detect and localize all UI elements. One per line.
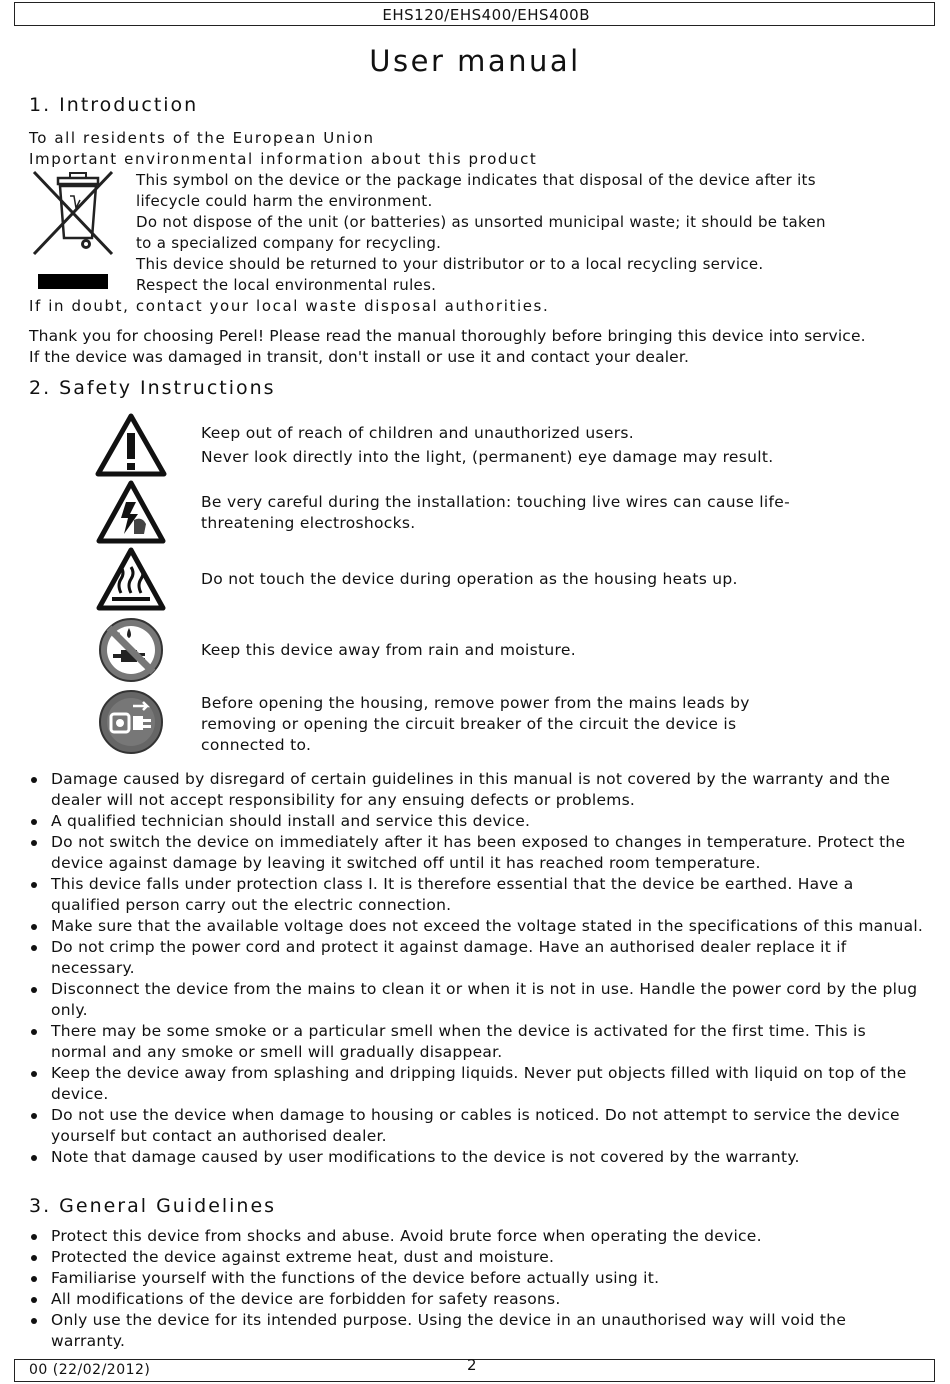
weee-line-6: Respect the local environmental rules. (136, 276, 437, 294)
section-introduction-heading: 1. Introduction (29, 94, 199, 116)
safety-text-housing-2: removing or opening the circuit breaker of the circuit the device is (201, 715, 737, 733)
page-header (14, 2, 935, 26)
safety-text-moisture: Keep this device away from rain and moisture. (201, 641, 576, 659)
weee-line-3: Do not dispose of the unit (or batteries) as unsorted municipal waste; it should be taken (136, 213, 826, 231)
list-item: Note that damage caused by user modifications to the device is not covered by the warranty. (29, 1147, 924, 1168)
thanks-line-1: Thank you for choosing Perel! Please read the manual thoroughly before bringing this device into service. (29, 327, 866, 345)
safety-text-installation-2: threatening electroshocks. (201, 514, 416, 532)
doubt-line: If in doubt, contact your local waste disposal authorities. (29, 297, 550, 315)
list-item: All modifications of the device are forbidden for safety reasons. (29, 1289, 924, 1310)
weee-line-4: to a specialized company for recycling. (136, 234, 442, 252)
section-safety-heading: 2. Safety Instructions (29, 377, 276, 399)
list-item: Make sure that the available voltage does not exceed the voltage stated in the specifications of this manual. (29, 916, 924, 937)
safety-text-children: Keep out of reach of children and unauthorized users. (201, 424, 634, 442)
electric-shock-icon (96, 480, 166, 548)
list-item: Do not crimp the power cord and protect it against damage. Have an authorised dealer replace it if necessary. (29, 937, 924, 979)
list-item: Do not switch the device on immediately after it has been exposed to changes in temperature. Protect the device against damage by leaving it switched off until it has reached room temperature. (29, 832, 924, 874)
disconnect-power-icon (97, 688, 165, 760)
thanks-line-2: If the device was damaged in transit, don't install or use it and contact your dealer. (29, 348, 690, 366)
general-bullet-list (29, 1226, 924, 1352)
safety-text-installation-1: Be very careful during the installation: touching live wires can cause life- (201, 493, 790, 511)
list-item: A qualified technician should install and service this device. (29, 811, 924, 832)
safety-text-housing-1: Before opening the housing, remove power from the mains leads by (201, 694, 750, 712)
safety-text-heat: Do not touch the device during operation as the housing heats up. (201, 570, 738, 588)
list-item: Protect this device from shocks and abuse. Avoid brute force when operating the device. (29, 1226, 924, 1247)
safety-text-housing-3: connected to. (201, 736, 312, 754)
section-general-heading: 3. General Guidelines (29, 1195, 277, 1217)
no-moisture-icon (97, 616, 165, 688)
page-footer (14, 1356, 935, 1382)
page-title: User manual (369, 44, 581, 78)
page-number: 2 (467, 1356, 477, 1374)
environmental-info-line: Important environmental information about this product (29, 150, 538, 168)
list-item: Protected the device against extreme heat, dust and moisture. (29, 1247, 924, 1268)
list-item: Disconnect the device from the mains to clean it or when it is not in use. Handle the power cord by the plug only. (29, 979, 924, 1021)
safety-bullet-list (29, 769, 924, 1168)
weee-bin-icon (30, 170, 120, 296)
weee-line-1: This symbol on the device or the package indicates that disposal of the device after its (136, 171, 816, 189)
hot-surface-icon (96, 547, 166, 615)
list-item: Familiarise yourself with the functions of the device before actually using it. (29, 1268, 924, 1289)
list-item: There may be some smoke or a particular smell when the device is activated for the first time. This is normal and any smoke or smell will gradually disappear. (29, 1021, 924, 1063)
weee-line-2: lifecycle could harm the environment. (136, 192, 433, 210)
model-number: EHS120/EHS400/EHS400B (382, 6, 590, 24)
eu-residents-line: To all residents of the European Union (29, 129, 375, 147)
safety-text-light: Never look directly into the light, (permanent) eye damage may result. (201, 448, 774, 466)
warning-triangle-icon (95, 413, 167, 481)
list-item: This device falls under protection class I. It is therefore essential that the device be earthed. Have a qualified person carry out the electric connection. (29, 874, 924, 916)
weee-line-5: This device should be returned to your distributor or to a local recycling service. (136, 255, 764, 273)
list-item: Damage caused by disregard of certain guidelines in this manual is not covered by the warranty and the dealer will not accept responsibility for any ensuing defects or problems. (29, 769, 924, 811)
list-item: Do not use the device when damage to housing or cables is noticed. Do not attempt to service the device yourself but contact an authorised dealer. (29, 1105, 924, 1147)
list-item: Keep the device away from splashing and dripping liquids. Never put objects filled with liquid on top of the device. (29, 1063, 924, 1105)
document-version: 00 (22/02/2012) (29, 1362, 151, 1378)
list-item: Only use the device for its intended purpose. Using the device in an unauthorised way will void the warranty. (29, 1310, 924, 1352)
